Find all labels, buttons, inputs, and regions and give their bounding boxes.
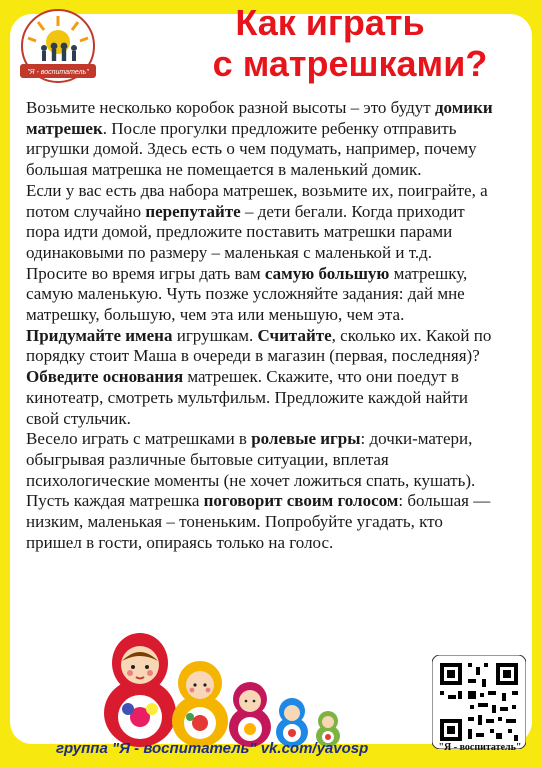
article-body [26, 98, 496, 553]
emphasis-text: домики матрешек [26, 98, 493, 138]
qr-code[interactable] [432, 655, 526, 749]
matryoshka-doll-2 [172, 661, 228, 747]
paragraph-text: матрешку, самую маленькую. Чуть позже усложняйте задания: дай мне матрешку, большую, чем эта или меньшую, чем эта. [26, 263, 468, 325]
paragraph-text: Весело играть с матрешками в [26, 429, 252, 449]
title-line-1: Как играть [235, 2, 425, 43]
logo-text: "Я - воспитатель" [27, 69, 89, 76]
emphasis-text: поговорит своим голосом [203, 491, 399, 511]
paragraph-text: : большая — низким, маленькая – тоненьким. Попробуйте угадать, кто пришел в гости, опираясь только на голос. [26, 491, 491, 552]
paragraph [26, 491, 496, 553]
emphasis-text: Придумайте имена [26, 325, 173, 345]
paragraph-text: , сколько их. Какой по порядку стоит Маша в очереди в магазин (первая, последняя)? [26, 325, 492, 366]
matryoshka-doll-3 [229, 682, 271, 747]
title-line-2: с матрешками? [212, 43, 488, 84]
paragraph [26, 429, 496, 491]
paragraph [26, 98, 496, 181]
paragraph-text: Возьмите несколько коробок разной высоты – это будут [26, 98, 435, 117]
paragraph-text: – дети бегали. Когда приходит пора идти домой, предложите поставить матрешки парами одинаковыми по размеру – маленькая с маленькой и т.д. [26, 201, 465, 262]
paragraph-text: . После прогулки предложите ребенку отправить игрушки домой. Здесь есть о чем подумать, например, почему большая матрешка не помещается в маленький домик. [26, 118, 477, 180]
paragraph-text: игрушкам. [172, 325, 258, 345]
paragraph-text: Просите во время игры дать вам [26, 263, 265, 283]
paragraph-text: : дочки-матери, обыгрывая различные бытовые ситуации, вплетая психологические моменты (не хочет ложиться спать, кушать). [26, 429, 476, 490]
emphasis-text: Обведите основания [26, 367, 184, 387]
matryoshka-dolls-illustration [100, 625, 360, 747]
paragraph [26, 367, 496, 429]
qr-caption: "Я - воспитатель" [438, 742, 522, 753]
paragraph-text: Пусть каждая матрешка [26, 491, 204, 511]
paragraph [26, 181, 496, 264]
emphasis-text: перепутайте [145, 201, 241, 221]
paragraph [26, 326, 496, 367]
emphasis-text: самую большую [264, 263, 390, 283]
emphasis-text: ролевые игры [251, 429, 361, 449]
paragraph [26, 264, 496, 326]
logo [14, 8, 102, 88]
paragraph-text: матрешек. Скажите, что они поедут в кинотеатр, смотреть мультфильм. Предложите каждой найти свой стульчик. [26, 367, 468, 428]
paragraph-text: Если у вас есть два набора матрешек, возьмите их, поиграйте, а потом случайно [26, 180, 488, 221]
footer-group-link[interactable]: группа "Я - воспитатель" vk.com/yavosp [56, 740, 369, 757]
page-title [110, 2, 530, 84]
emphasis-text: Считайте [257, 325, 332, 345]
matryoshka-doll-1 [104, 633, 176, 747]
